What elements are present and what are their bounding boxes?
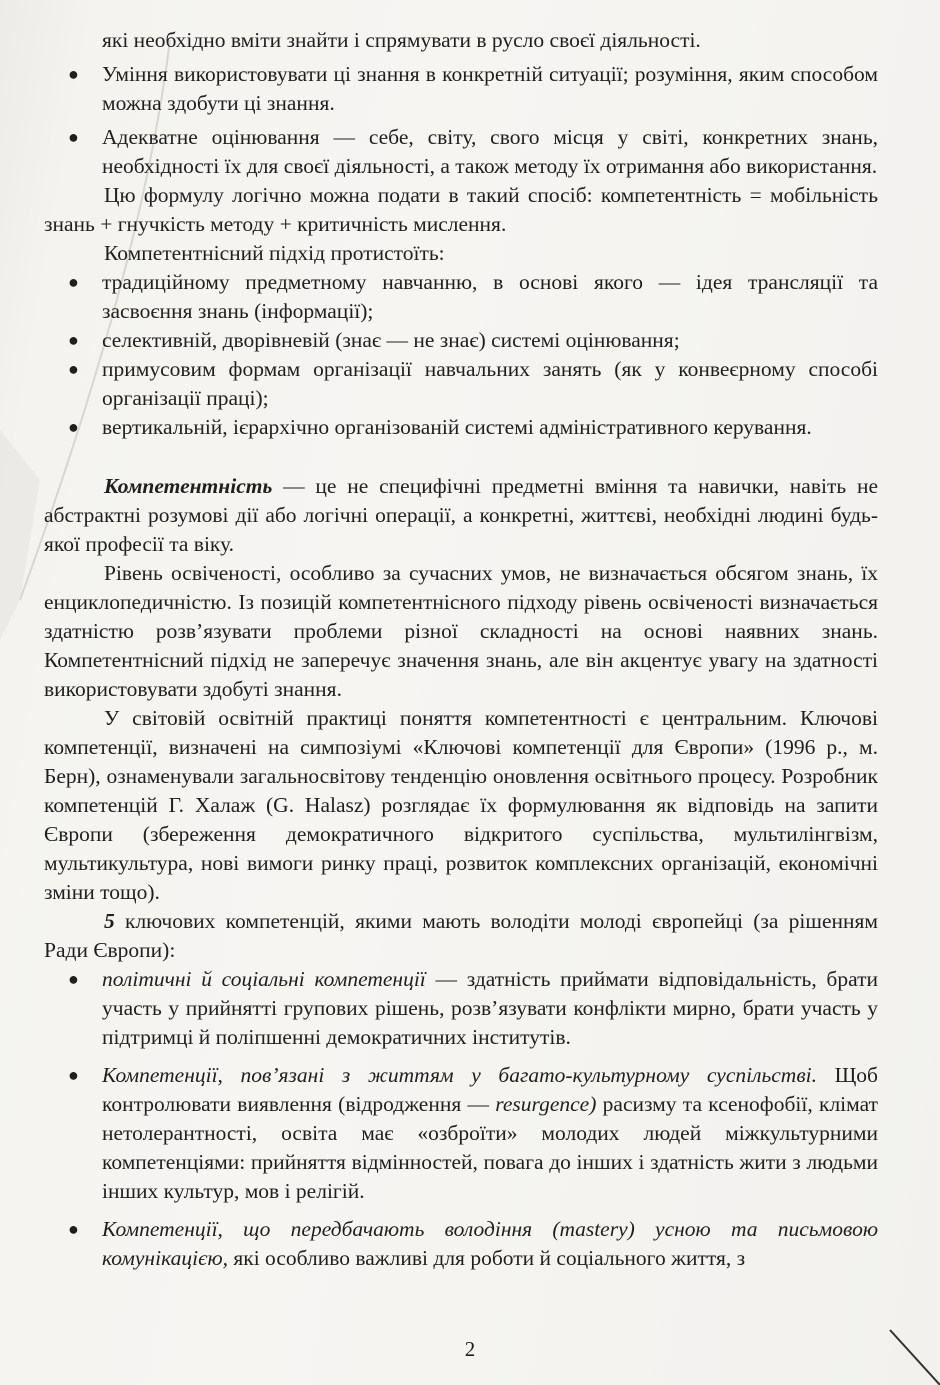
definition-text: — це не специфічні предметні вміння та навички, навіть не абстрактні розумові дії або логічні операції, а конкретні, життєві, необхідні людині будь-якої професії та віку. — [44, 474, 878, 556]
competence-text: Щоб контролювати виявлення (відродження — — [102, 1063, 878, 1116]
list-item-text: вертикальній, ієрархічно організованій системі адміністративного керування. — [102, 415, 812, 439]
list-item — [44, 1061, 878, 1206]
key-intro-text: ключових компетенцій, якими мають володіти молоді європейці (за рішенням Ради Європи): — [44, 909, 878, 962]
list-item — [44, 965, 878, 1052]
bullet-icon: ● — [68, 330, 79, 350]
competence-title: політичні й соціальні компетенції — [102, 967, 426, 991]
list-item-text: Адекватне оцінювання — себе, світу, свого місця у світі, конкретних знань, необхідності їх для своєї діяльності, а також методу їх отримання або використання. — [102, 125, 878, 178]
page-number: 2 — [464, 1337, 476, 1361]
list-item — [44, 268, 878, 326]
page-content — [44, 26, 878, 1273]
bullet-icon: ● — [68, 64, 79, 84]
key-competences-intro — [44, 907, 878, 965]
list-item-text: Уміння використовувати ці знання в конкретній ситуації; розуміння, яким способом можна здобути ці знання. — [102, 62, 878, 115]
bullet-icon: ● — [68, 1219, 79, 1239]
competence-text: які особливо важливі для роботи й соціального життя, з — [227, 1246, 746, 1270]
definition-term: Компетентність — [104, 474, 273, 498]
competence-text: — здатність приймати відповідальність, брати участь у прийнятті групових рішень, розв’язувати конфлікти мирно, брати участь у підтримці й поліпшенні демократичних інститутів. — [102, 967, 878, 1049]
text-line: які необхідно вміти знайти і спрямувати в русло своєї діяльності. — [102, 28, 701, 52]
bullet-icon: ● — [68, 359, 79, 379]
bullet-icon: ● — [68, 1065, 79, 1085]
bullet-list-opposes — [44, 268, 878, 442]
list-item — [44, 413, 878, 442]
bullet-icon: ● — [68, 272, 79, 292]
bullet-icon: ● — [68, 417, 79, 437]
list-item — [44, 326, 878, 355]
list-item-text: традиційному предметному навчанню, в основі якого — ідея трансляції та засвоєння знань (інформації); — [102, 270, 878, 323]
bullet-icon: ● — [68, 969, 79, 989]
competence-text: расизму та ксенофобії, клімат нетолерантності, освіта має «озброїти» молодих людей міжкультурними компетенціями: прийняття відмінностей, повага до інших і здатність жити з людьми інших культур, мов і релігій. — [102, 1092, 878, 1203]
paragraph-education-level: Рівень освіченості, особливо за сучасних умов, не визначається обсягом знань, їх енциклопедичністю. Із позицій компетентнісного підходу рівень освіченості визначається здатністю розв’язувати проблеми різної складності на основі наявних знань. Компетентнісний підхід не заперечує значення знань, але він акцентує увагу на здатності використовувати здобуті знання. — [44, 561, 878, 701]
opposes-heading: Компетентнісний підхід протистоїть: — [104, 241, 445, 265]
list-item-text: примусовим формам організації навчальних занять (як у конвеєрному способі організації праці); — [102, 357, 878, 410]
list-item — [44, 355, 878, 413]
list-item-text: селективній, дворівневій (знає — не знає) системі оцінювання; — [102, 328, 680, 352]
competence-title: Компетенції, пов’язані з життям у багато-культурному суспільстві. — [102, 1063, 818, 1087]
competence-title: Компетенції, що передбачають володіння (mastery) усною та письмовою комунікацією, — [102, 1217, 878, 1270]
definition-paragraph — [44, 472, 878, 559]
bullet-list-key-competences — [44, 965, 878, 1273]
list-item — [44, 123, 878, 181]
formula-paragraph: Цю формулу логічно можна подати в такий спосіб: компетентність = мобільність знань + гнучкість методу + критичність мислення. — [44, 183, 878, 236]
paragraph-world-practice: У світовій освітній практиці поняття компетентності є центральним. Ключові компетенції, визначені на симпозіумі «Ключові компетенції для Європи» (1996 р., м. Берн), ознаменували загальносвітову тенденцію оновлення освітнього процесу. Розробник компетенцій Г. Халаж (G. Halasz) розглядає їх формулювання як відповідь на запити Європи (збереження демократичного відкритого суспільства, мультилінгвізм, мультикультура, нові вимоги ринку праці, розвиток комплексних організацій, економічні зміни тощо). — [44, 706, 878, 904]
bullet-icon: ● — [68, 127, 79, 147]
key-count: 5 — [104, 909, 115, 933]
list-item — [44, 60, 878, 118]
competence-term: resurgence) — [495, 1092, 597, 1116]
bullet-list-knowledge — [44, 60, 878, 181]
list-item — [44, 1215, 878, 1273]
